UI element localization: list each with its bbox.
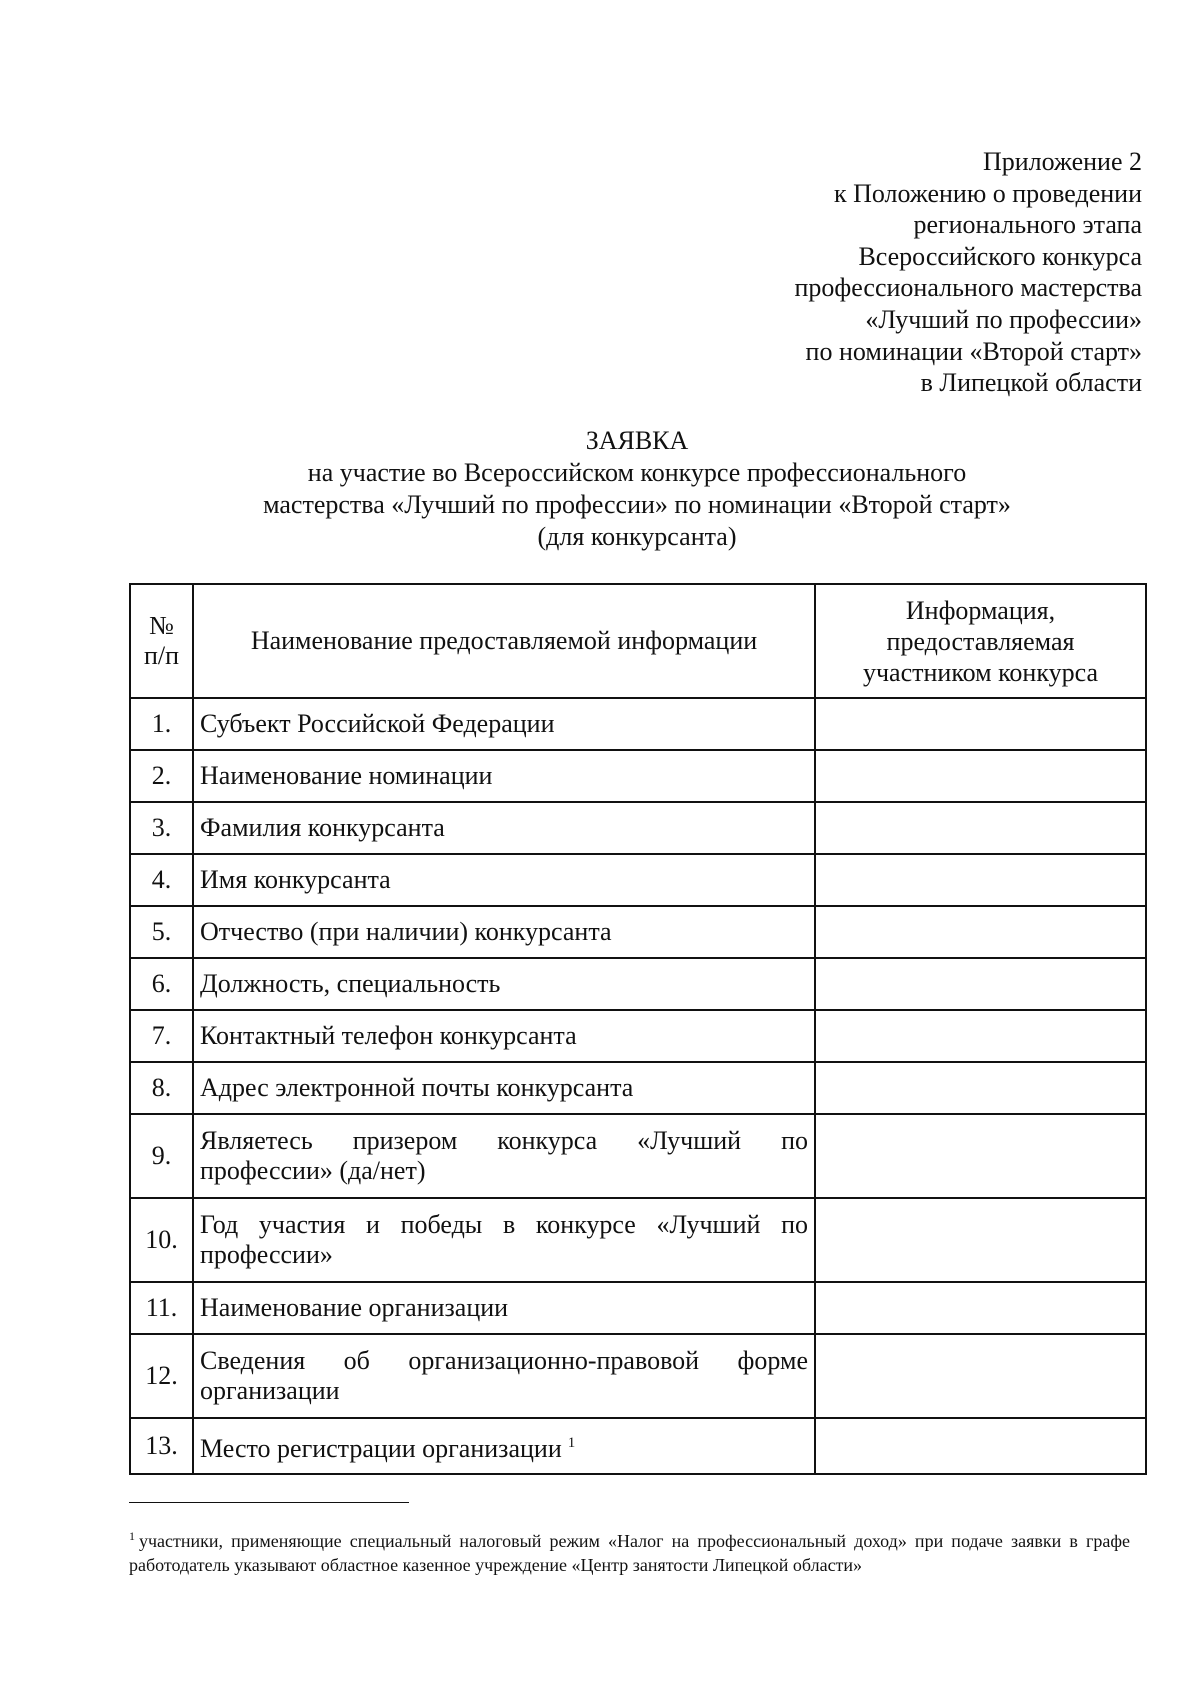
- row-value: [815, 1282, 1146, 1334]
- row-label: Наименование номинации: [193, 750, 815, 802]
- row-number: 13.: [130, 1418, 193, 1474]
- header-number-abbr: п/п: [143, 641, 180, 670]
- document-subtitle-line: (для конкурсанта): [537, 522, 737, 551]
- header-info: Информация, предоставляемая участником конкурса: [815, 584, 1146, 698]
- table-row: [130, 750, 1146, 802]
- row-value: [815, 1198, 1146, 1282]
- header-name: Наименование предоставляемой информации: [193, 584, 815, 698]
- row-value: [815, 906, 1146, 958]
- row-value: [815, 698, 1146, 750]
- document-subtitle-line: на участие во Всероссийском конкурсе профессионального: [307, 458, 967, 487]
- row-number: 5.: [130, 906, 193, 958]
- row-label: Фамилия конкурсанта: [193, 802, 815, 854]
- row-number: 6.: [130, 958, 193, 1010]
- footnote-separator: [129, 1502, 409, 1503]
- table-row: [130, 1010, 1146, 1062]
- row-label: Сведения об организационно-правовой форме организации: [193, 1334, 815, 1418]
- table-row: [130, 1114, 1146, 1198]
- table-row: [130, 1282, 1146, 1334]
- document-title-block: [129, 425, 1145, 553]
- footnote-text: участники, применяющие специальный налоговый режим «Налог на профессиональный доход» при подаче заявки в графе работодатель указывают областное казенное учреждение «Центр занятости Липецкой области»: [129, 1531, 1130, 1575]
- table-row: [130, 698, 1146, 750]
- row-label-cell: [193, 1418, 815, 1474]
- appendix-line: Всероссийского конкурса: [858, 241, 1142, 271]
- footnote-marker: 1: [129, 1529, 135, 1543]
- row-number: 7.: [130, 1010, 193, 1062]
- table-row: [130, 1198, 1146, 1282]
- footnote-reference: 1: [567, 1435, 576, 1451]
- table-row: [130, 958, 1146, 1010]
- row-number: 1.: [130, 698, 193, 750]
- row-label: Субъект Российской Федерации: [193, 698, 815, 750]
- row-number: 11.: [130, 1282, 193, 1334]
- row-number: 9.: [130, 1114, 193, 1198]
- appendix-heading: [794, 146, 1142, 399]
- appendix-line: в Липецкой области: [920, 368, 1142, 398]
- table-row: [130, 854, 1146, 906]
- row-label: Отчество (при наличии) конкурсанта: [193, 906, 815, 958]
- row-number: 4.: [130, 854, 193, 906]
- table-row: [130, 1062, 1146, 1114]
- row-label: Год участия и победы в конкурсе «Лучший по профессии»: [193, 1198, 815, 1282]
- row-value: [815, 854, 1146, 906]
- row-value: [815, 1062, 1146, 1114]
- row-number: 2.: [130, 750, 193, 802]
- appendix-line: «Лучший по профессии»: [865, 304, 1142, 334]
- row-label: Являетесь призером конкурса «Лучший по профессии» (да/нет): [193, 1114, 815, 1198]
- header-number: [130, 584, 193, 698]
- footnote: [129, 1524, 1130, 1577]
- row-value: [815, 1114, 1146, 1198]
- row-label: Наименование организации: [193, 1282, 815, 1334]
- row-value: [815, 1334, 1146, 1418]
- table-row: [130, 906, 1146, 958]
- appendix-line: к Положению о проведении: [833, 178, 1142, 208]
- document-subtitle-line: мастерства «Лучший по профессии» по номинации «Второй старт»: [263, 490, 1011, 519]
- row-label: Должность, специальность: [193, 958, 815, 1010]
- row-label: Место регистрации организации: [200, 1434, 562, 1463]
- row-number: 8.: [130, 1062, 193, 1114]
- row-value: [815, 1418, 1146, 1474]
- row-label: Контактный телефон конкурсанта: [193, 1010, 815, 1062]
- appendix-line: регионального этапа: [913, 210, 1142, 240]
- appendix-line: по номинации «Второй старт»: [805, 336, 1142, 366]
- appendix-line: Приложение 2: [982, 147, 1142, 176]
- header-number-symbol: №: [149, 611, 174, 640]
- appendix-line: профессионального мастерства: [794, 273, 1142, 303]
- row-number: 3.: [130, 802, 193, 854]
- table-row: [130, 802, 1146, 854]
- row-label: Адрес электронной почты конкурсанта: [193, 1062, 815, 1114]
- row-number: 12.: [130, 1334, 193, 1418]
- row-value: [815, 1010, 1146, 1062]
- table-row: [130, 1418, 1146, 1474]
- document-title: ЗАЯВКА: [585, 426, 689, 455]
- row-value: [815, 802, 1146, 854]
- row-number: 10.: [130, 1198, 193, 1282]
- application-table: [129, 583, 1147, 1475]
- row-value: [815, 958, 1146, 1010]
- row-label: Имя конкурсанта: [193, 854, 815, 906]
- table-row: [130, 1334, 1146, 1418]
- row-value: [815, 750, 1146, 802]
- table-header-row: [130, 584, 1146, 698]
